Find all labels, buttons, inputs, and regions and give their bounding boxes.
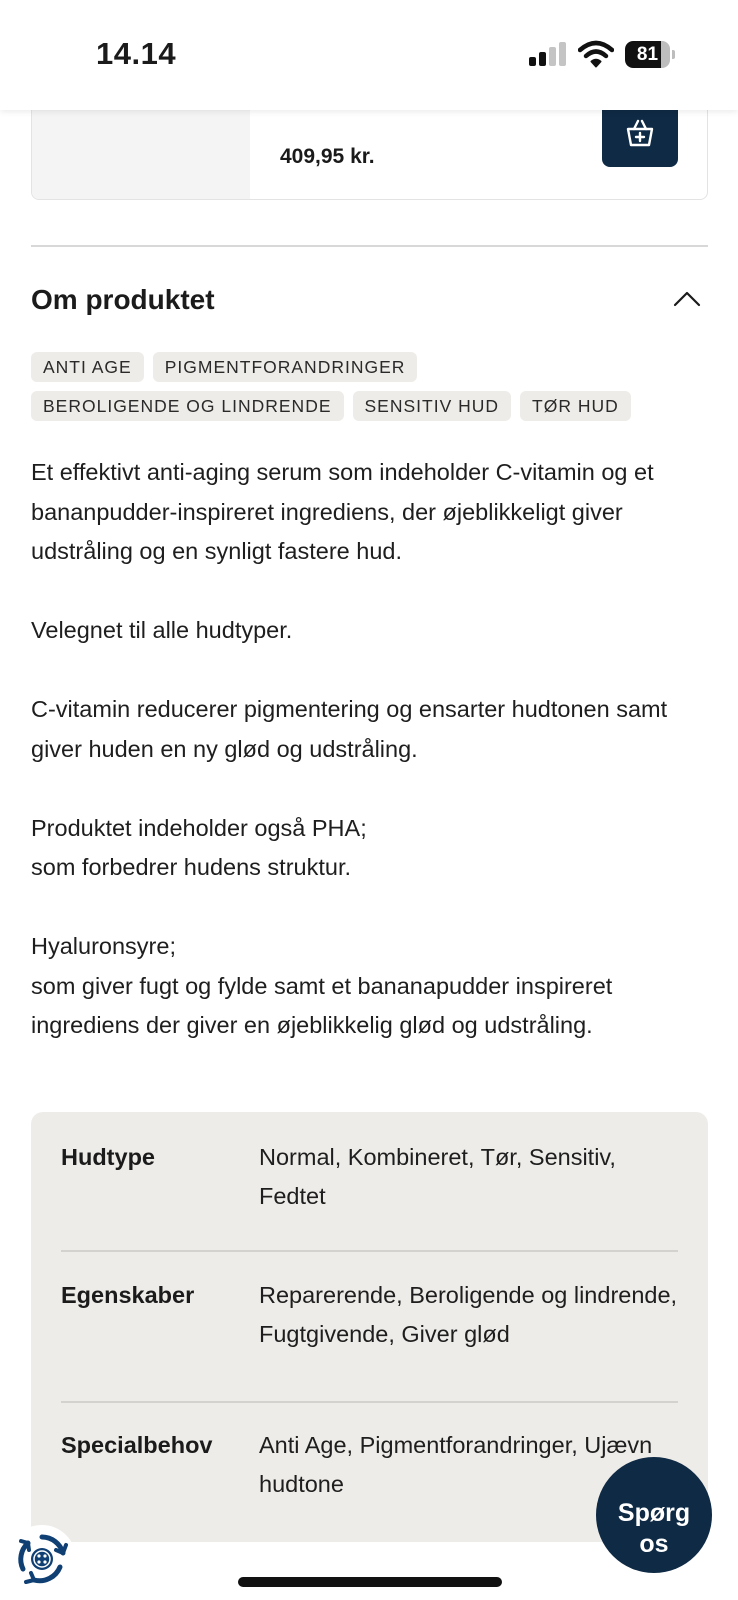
tag-anti-age: ANTI AGE bbox=[31, 352, 144, 382]
spec-value: Reparerende, Beroligende og lindrende, Fugtgivende, Giver glød bbox=[259, 1282, 678, 1347]
chat-label-line1: Spørg bbox=[617, 1499, 691, 1527]
section-title: Om produktet bbox=[31, 284, 215, 315]
product-description bbox=[31, 453, 721, 1046]
home-indicator bbox=[238, 1577, 502, 1587]
spec-label: Egenskaber bbox=[61, 1282, 195, 1308]
tag-tor-hud: TØR HUD bbox=[520, 391, 631, 421]
status-time: 14.14 bbox=[96, 36, 177, 71]
spec-value: Anti Age, Pigmentforandringer, Ujævn hudtone bbox=[259, 1432, 653, 1497]
accessibility-button[interactable] bbox=[8, 1525, 76, 1593]
tag-pigmentforandringer: PIGMENTFORANDRINGER bbox=[153, 352, 418, 382]
description-paragraph: Et effektivt anti-aging serum som indeholder C-vitamin og et bananpudder-inspireret ingrediens, der øjeblikkeligt giver udstråling og en synligt fastere hud. bbox=[31, 459, 654, 564]
battery-level: 81 bbox=[636, 44, 659, 65]
accessibility-icon bbox=[14, 1531, 70, 1587]
status-bar bbox=[0, 0, 738, 110]
ask-us-chat-button[interactable] bbox=[596, 1457, 712, 1573]
description-line: som forbedrer hudens struktur. bbox=[31, 854, 352, 880]
add-to-cart-button[interactable] bbox=[602, 101, 678, 167]
cellular-signal-icon bbox=[529, 42, 567, 66]
description-line: Produktet indeholder også PHA; bbox=[31, 814, 367, 841]
wifi-icon bbox=[578, 40, 614, 68]
spec-label: Specialbehov bbox=[61, 1432, 213, 1458]
spec-row-hudtype bbox=[61, 1138, 678, 1218]
spec-label: Hudtype bbox=[61, 1144, 155, 1170]
spec-divider bbox=[61, 1401, 678, 1403]
chevron-up-icon[interactable] bbox=[672, 288, 702, 310]
description-paragraph bbox=[31, 927, 721, 1046]
description-line: som giver fugt og fylde samt et bananapudder inspireret ingrediens der giver en øjeblikkelig glød og udstråling. bbox=[31, 972, 613, 1038]
tag-beroligende-og-lindrende: BEROLIGENDE OG LINDRENDE bbox=[31, 391, 344, 421]
chat-label-line2: os bbox=[639, 1530, 669, 1558]
product-specs bbox=[31, 1112, 708, 1542]
spec-value: Normal, Kombineret, Tør, Sensitiv, Fedtet bbox=[259, 1144, 616, 1209]
description-paragraph: Velegnet til alle hudtyper. bbox=[31, 617, 293, 643]
description-paragraph bbox=[31, 809, 721, 888]
tag-sensitiv-hud: SENSITIV HUD bbox=[353, 391, 512, 421]
spec-row-egenskaber bbox=[61, 1276, 678, 1396]
cart-plus-icon bbox=[623, 117, 657, 151]
spec-divider bbox=[61, 1250, 678, 1252]
spec-row-specialbehov bbox=[61, 1426, 678, 1506]
product-tags bbox=[31, 352, 711, 430]
description-paragraph: C-vitamin reducerer pigmentering og ensarter hudtonen samt giver huden en ny glød og udstråling. bbox=[31, 696, 668, 762]
battery-icon bbox=[625, 41, 675, 68]
about-product-toggle[interactable] bbox=[31, 280, 708, 324]
description-line: Hyaluronsyre; bbox=[31, 933, 176, 959]
product-price: 409,95 kr. bbox=[280, 145, 375, 168]
section-divider bbox=[31, 245, 708, 247]
